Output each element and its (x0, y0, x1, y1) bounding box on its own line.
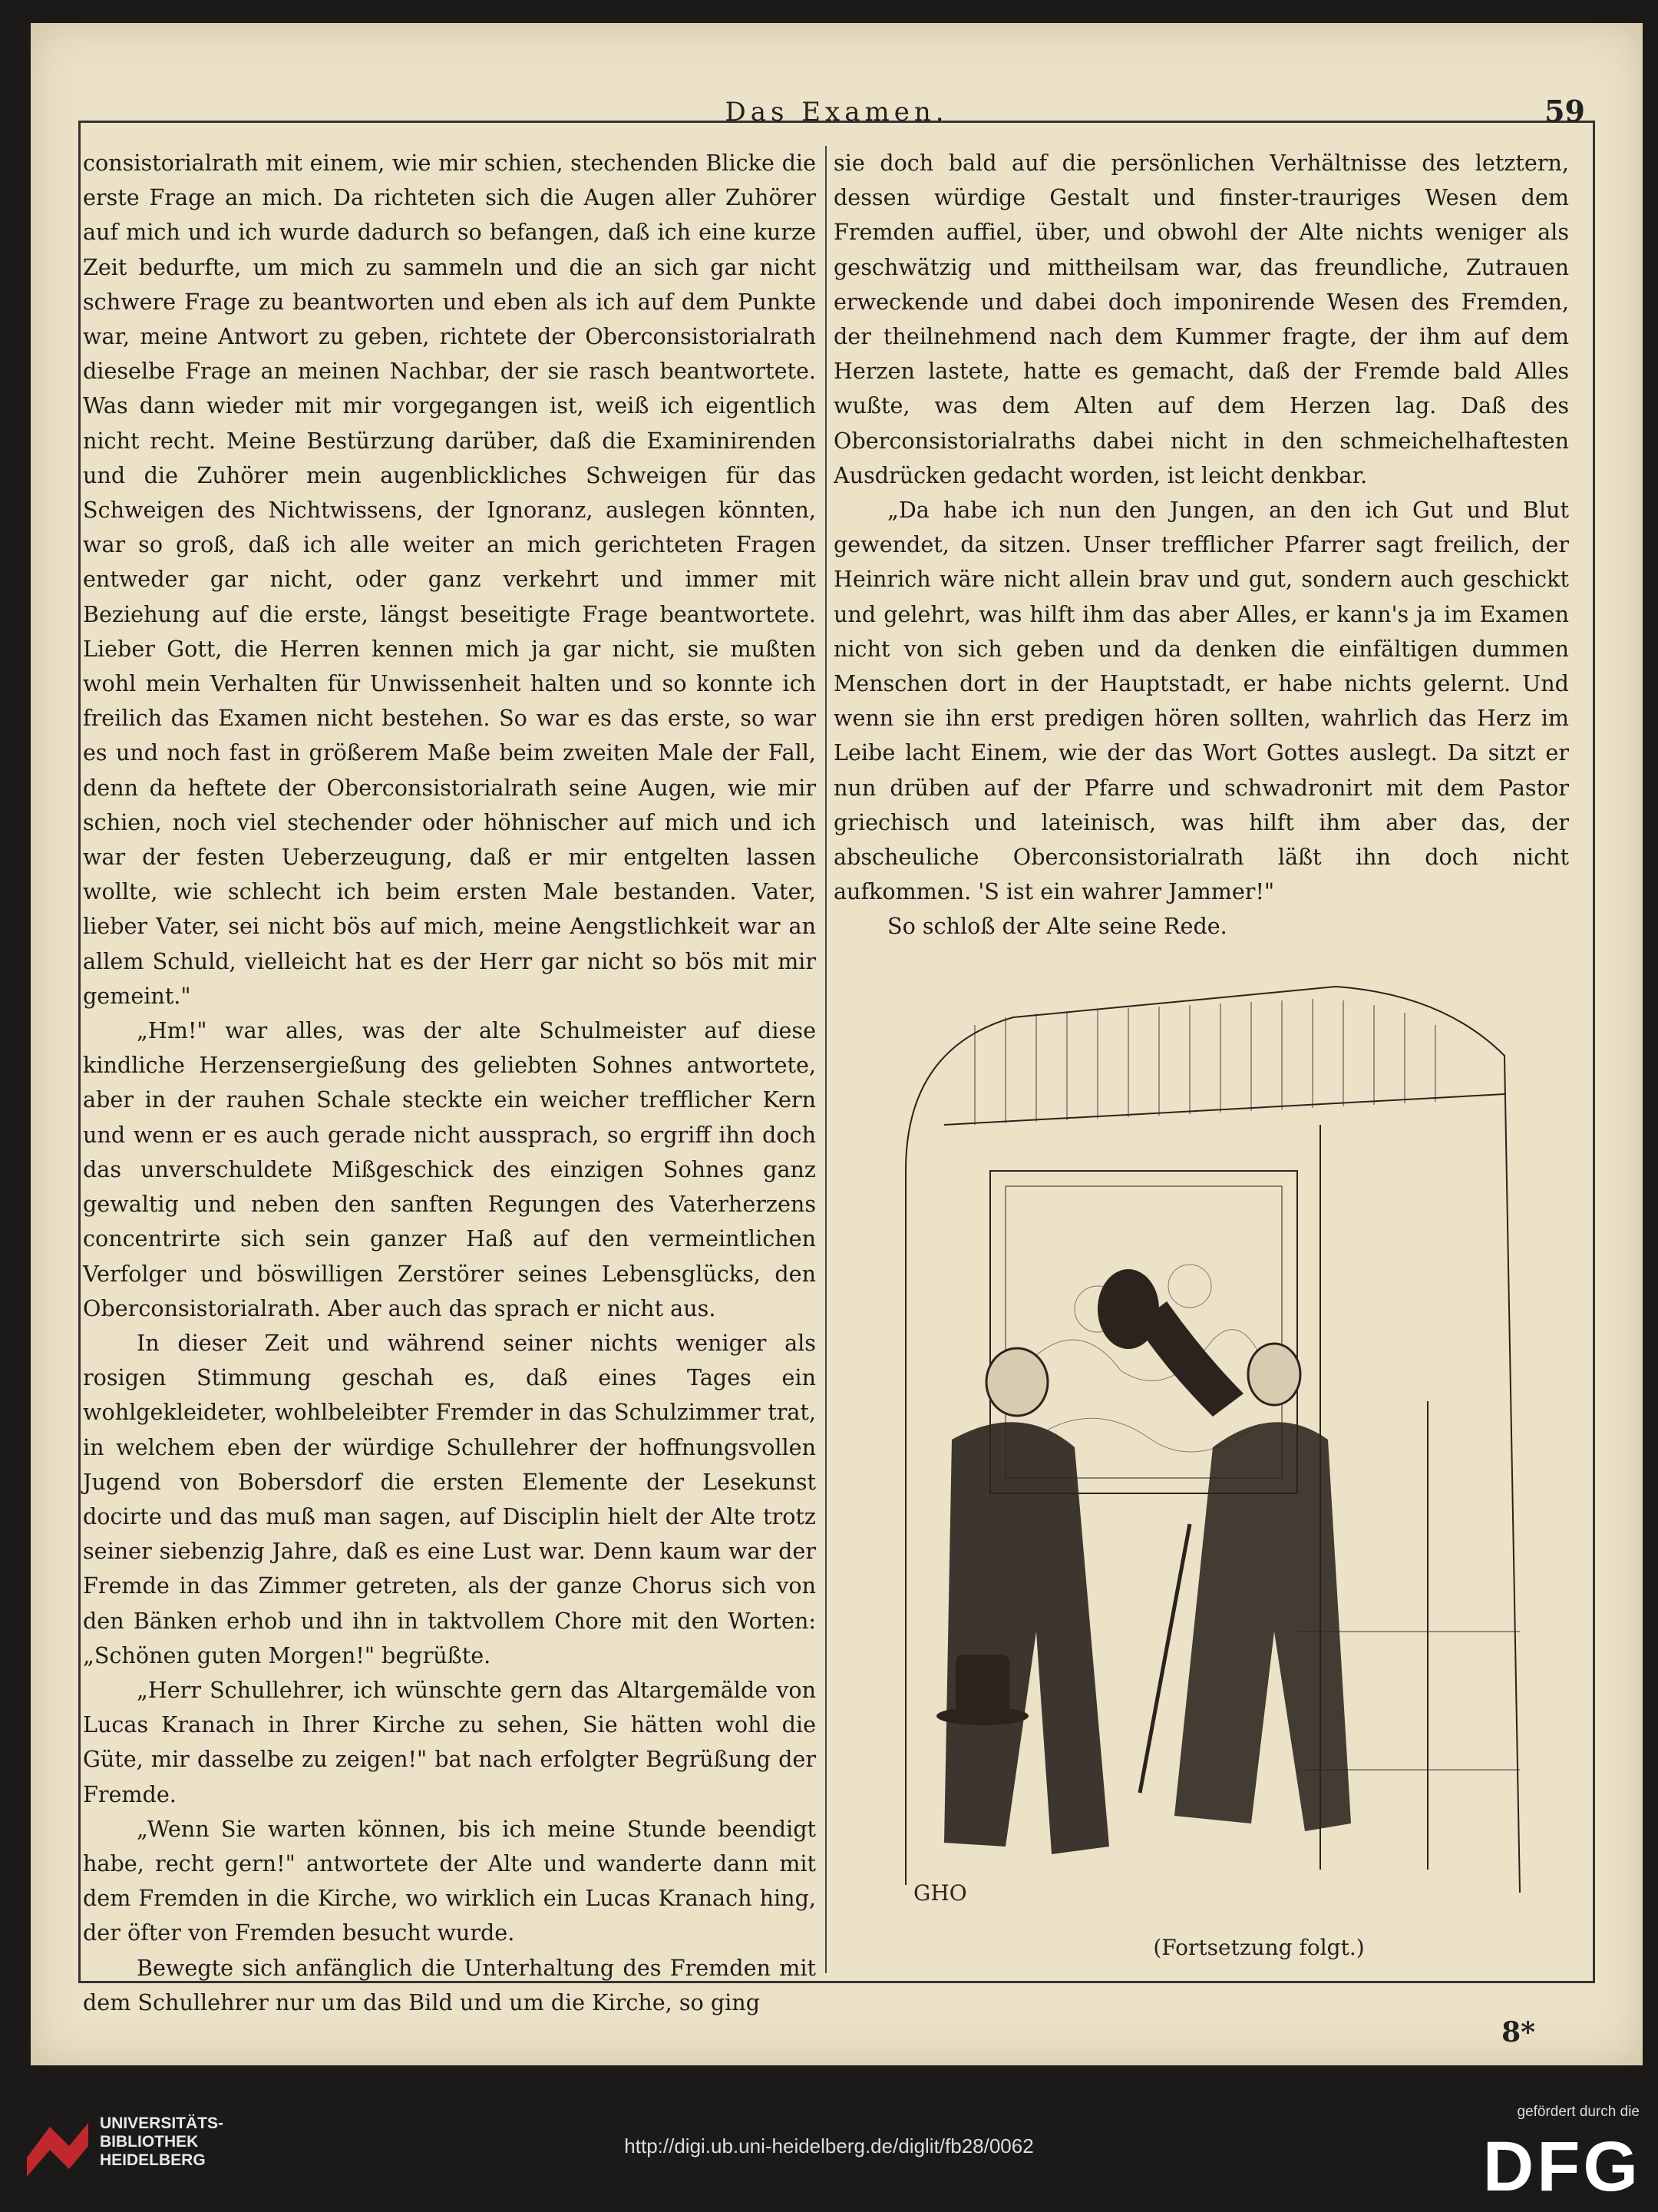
illustration-monogram: GHO (913, 1880, 967, 1906)
library-name-line: BIBLIOTHEK (100, 2133, 199, 2151)
funding-note: gefördert durch die (1517, 2104, 1640, 2120)
signature-mark: 8* (1501, 2016, 1535, 2048)
paragraph: „Herr Schullehrer, ich wünschte gern das Altargemälde von Lucas Kranach in Ihrer Kirche zu sehen, Sie hätten wohl die Güte, mir dasselbe zu zeigen!" bat nach erfolgter Begrüßung der Fremde. (83, 1676, 816, 1807)
dfg-logo: DFG (1482, 2128, 1641, 2206)
frame-right-rule (1593, 121, 1595, 1981)
text-column-right (834, 146, 1569, 944)
paragraph: „Wenn Sie warten können, bis ich meine Stunde beendigt habe, recht gern!" antwortete der Alte und wanderte dann mit dem Fremden in die Kirche, wo wirklich ein Lucas Kranach hing, der öfter von Fremden besucht wurde. (83, 1815, 816, 1946)
viewer-footer (0, 2073, 1658, 2212)
paragraph: sie doch bald auf die persönlichen Verhältnisse des letztern, dessen würdige Gestalt und finster-trauriges Wesen dem Fremden auffiel, über, und obwohl der Alte nichts weniger als geschwätzig und mittheilsam war, das freundliche, Zutrauen erweckende und dabei doch imponirende Wesen des Fremden, der theilnehmend nach dem Kummer fragte, der ihm auf dem Herzen lastete, hatte es gemacht, daß der Fremde bald Alles wußte, was dem Alten auf dem Herzen lag. Daß des Oberconsistorialraths dabei nicht in den schmeichelhaftesten Ausdrücken gedacht worden, ist leicht denkbar. (834, 150, 1569, 488)
paragraph: In dieser Zeit und während seiner nichts weniger als rosigen Stimmung geschah es, daß eines Tages ein wohlgekleideter, wohlbeleibter Fremder in das Schulzimmer trat, in welchem eben der würdige Schullehrer der hoffnungsvollen Jugend von Bobersdorf die ersten Elemente der Lesekunst docirte und das muß man sagen, auf Disciplin hielt der Alte trotz seiner siebenzig Jahre, daß es eine Lust war. Denn kaum war der Fremde in das Zimmer getreten, als der ganze Chorus sich von den Bänken erhob und ihn in taktvollem Chore mit den Worten: „Schönen guten Morgen!" begrüßte. (83, 1329, 816, 1668)
frame-left-rule (78, 121, 81, 1981)
engraving-two-men-icon (844, 941, 1574, 1946)
running-title: Das Examen. (725, 97, 949, 127)
page-number: 59 (1544, 94, 1585, 128)
paragraph: So schloß der Alte seine Rede. (887, 913, 1227, 940)
paragraph: „Hm!" war alles, was der alte Schulmeister auf diese kindliche Herzensergießung des geliebten Sohnes antwortete, aber in der rauhen Schale steckte ein weicher trefflicher Kern und wenn er es auch gerade nicht aussprach, so ergriff ihn doch das unverschuldete Mißgeschick des einzigen Sohnes ganz gewaltig und neben den sanften Regungen des Vaterherzens concentrirte sich sein ganzer Haß auf den vermeintlichen Verfolger und böswilligen Zerstörer seines Lebensglücks, den Oberconsistorialrath. Aber auch das sprach er nicht aus. (83, 1017, 816, 1321)
paragraph: Bewegte sich anfänglich die Unterhaltung des Fremden mit dem Schullehrer nur um das Bild und um die Kirche, so ging (83, 1954, 816, 2015)
permalink-url[interactable]: http://digi.ub.uni-heidelberg.de/diglit/fb28/0062 (624, 2134, 1034, 2157)
column-divider (825, 146, 827, 1973)
continuation-note: (Fortsetzung folgt.) (1153, 1935, 1365, 1960)
text-column-left (83, 146, 816, 2020)
document-page (31, 23, 1643, 2065)
library-name-line: UNIVERSITÄTS- (100, 2114, 224, 2132)
paragraph: consistorialrath mit einem, wie mir schien, stechenden Blicke die erste Frage an mich. Da richteten sich die Augen aller Zuhörer auf mich und ich wurde dadurch so befangen, daß ich eine kurze Zeit bedurfte, um mich zu sammeln und die an sich gar nicht schwere Frage zu beantworten und eben als ich auf dem Punkte war, meine Antwort zu geben, richtete der Oberconsistorialrath dieselbe Frage an meinen Nachbar, der sie rasch beantwortete. Was dann wieder mit mir vorgegangen ist, weiß ich eigentlich nicht recht. Meine Bestürzung darüber, daß die Examinirenden und die Zuhörer mein augenblickliches Schweigen für das Schweigen des Nichtwissens, der Ignoranz, auslegen könnten, war so groß, daß ich alle weiter an mich gerichteten Fragen entweder gar nicht, oder ganz verkehrt und immer mit Beziehung auf die erste, längst beseitigte Frage beantwortete. Lieber Gott, die Herren kennen mich ja gar nicht, sie mußten wohl mein Verhalten für Unwissenheit halten und so konnte ich freilich das Examen nicht bestehen. So war es das erste, so war es und noch fast in größerem Maße beim zweiten Male der Fall, denn da heftete der Oberconsistorialrath seine Augen, wie mir schien, noch viel stechender oder höhnischer auf mich und ich war der festen Ueberzeugung, daß er mir entgelten lassen wollte, wie schlecht ich beim ersten Male bestanden. Vater, lieber Vater, sei nicht bös auf mich, meine Aengstlichkeit war an allem Schuld, vielleicht hat es der Herr gar nicht so bös mit mir gemeint." (83, 150, 816, 1009)
library-name-line: HEIDELBERG (100, 2151, 206, 2169)
paragraph: „Da habe ich nun den Jungen, an den ich Gut und Blut gewendet, da sitzen. Unser trefflicher Pfarrer sagt freilich, der Heinrich wäre nicht allein brav und gut, sondern auch geschickt und gelehrt, was hilft ihm das aber Alles, er kann's ja im Examen nicht von sich geben und da denken die einfältigen dummen Menschen dort in der Hauptstadt, er habe nichts gelernt. Und wenn sie ihn erst predigen hören sollten, wahrlich das Herz im Leibe lacht Einem, wie der das Wort Gottes auslegt. Da sitzt er nun drüben auf der Pfarre und schwadronirt mit dem Pastor griechisch und lateinisch, was hilft ihm aber das, der abscheuliche Oberconsistorialrath läßt ihn doch nicht aufkommen. 'S ist ein wahrer Jammer!" (834, 497, 1569, 905)
engraving-illustration (844, 941, 1574, 1946)
